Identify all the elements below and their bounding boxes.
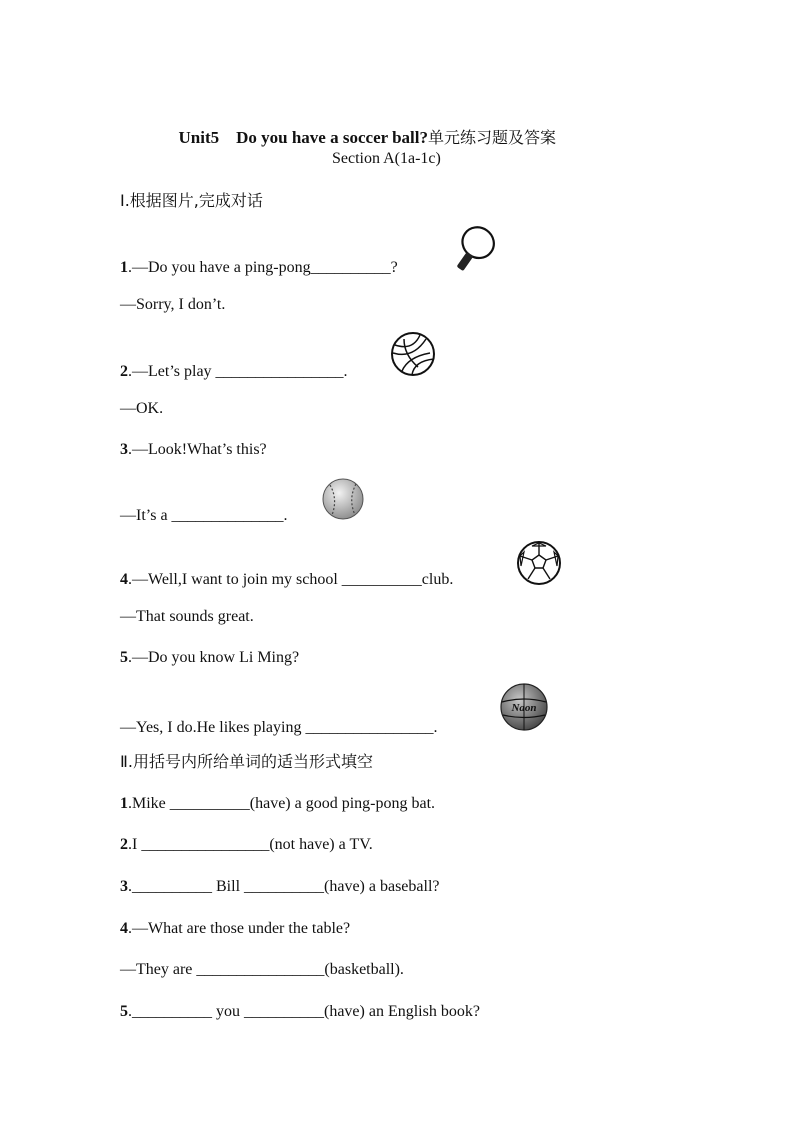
- s1-q1-text: .—Do you have a ping-pong__________?: [128, 259, 398, 276]
- s2-item4-answer: —They are ________________(basketball).: [120, 961, 404, 978]
- s2-item3: [120, 877, 440, 897]
- s1-q4-text: .—Well,I want to join my school __________club.: [128, 571, 454, 588]
- basketball-brand: Naon: [511, 702, 537, 714]
- s1-a3: —It’s a ______________.: [120, 507, 288, 524]
- s1-q5-text: .—Do you know Li Ming?: [128, 649, 300, 666]
- volleyball-icon: [390, 331, 436, 377]
- s2-item4-text: .—What are those under the table?: [128, 920, 351, 937]
- ping-pong-bat-icon: [448, 224, 498, 276]
- s2-item3-text: .__________ Bill __________(have) a baseball?: [128, 878, 440, 895]
- s1-a5: —Yes, I do.He likes playing ________________.: [120, 719, 438, 736]
- page-title: [170, 108, 556, 148]
- baseball-icon: [320, 477, 368, 523]
- s2-item1-text: .Mike __________(have) a good ping-pong bat.: [128, 795, 436, 812]
- section2-heading: Ⅱ.用括号内所给单词的适当形式填空: [120, 752, 373, 771]
- title-cn: 单元练习题及答案: [428, 128, 557, 147]
- s1-q3-number: 3: [120, 441, 128, 458]
- s1-q1: [120, 258, 398, 278]
- s1-q5: [120, 648, 299, 668]
- s2-item1: [120, 794, 435, 814]
- soccer-ball-icon: [515, 540, 563, 586]
- s2-item3-number: 3: [120, 878, 128, 895]
- s1-q2-text: .—Let’s play ________________.: [128, 363, 348, 380]
- s2-item2: [120, 835, 373, 855]
- section1-heading: Ⅰ.根据图片,完成对话: [120, 191, 263, 210]
- s1-q4: [120, 570, 453, 590]
- s1-q2: [120, 362, 348, 382]
- s2-item2-number: 2: [120, 836, 128, 853]
- title-unit: Unit5: [178, 128, 220, 147]
- s2-item5-text: .__________ you __________(have) an English book?: [128, 1003, 480, 1020]
- s1-q3-text: .—Look!What’s this?: [128, 441, 267, 458]
- basketball-icon: [498, 682, 550, 732]
- s2-item5: [120, 1002, 480, 1022]
- s1-a1: —Sorry, I don’t.: [120, 296, 226, 313]
- s1-a4: —That sounds great.: [120, 608, 254, 625]
- s1-q4-number: 4: [120, 571, 128, 588]
- s1-q5-number: 5: [120, 649, 128, 666]
- s2-item5-number: 5: [120, 1003, 128, 1020]
- s1-q1-number: 1: [120, 259, 128, 276]
- s2-item1-number: 1: [120, 795, 128, 812]
- s1-q2-number: 2: [120, 363, 128, 380]
- s1-q3: [120, 440, 267, 460]
- s1-a2: —OK.: [120, 400, 164, 417]
- page-subtitle: Section A(1a-1c): [332, 150, 441, 167]
- s2-item4-number: 4: [120, 920, 128, 937]
- title-question: Do you have a soccer ball?: [236, 128, 428, 147]
- s2-item2-text: .I ________________(not have) a TV.: [128, 836, 373, 853]
- s2-item4: [120, 919, 350, 939]
